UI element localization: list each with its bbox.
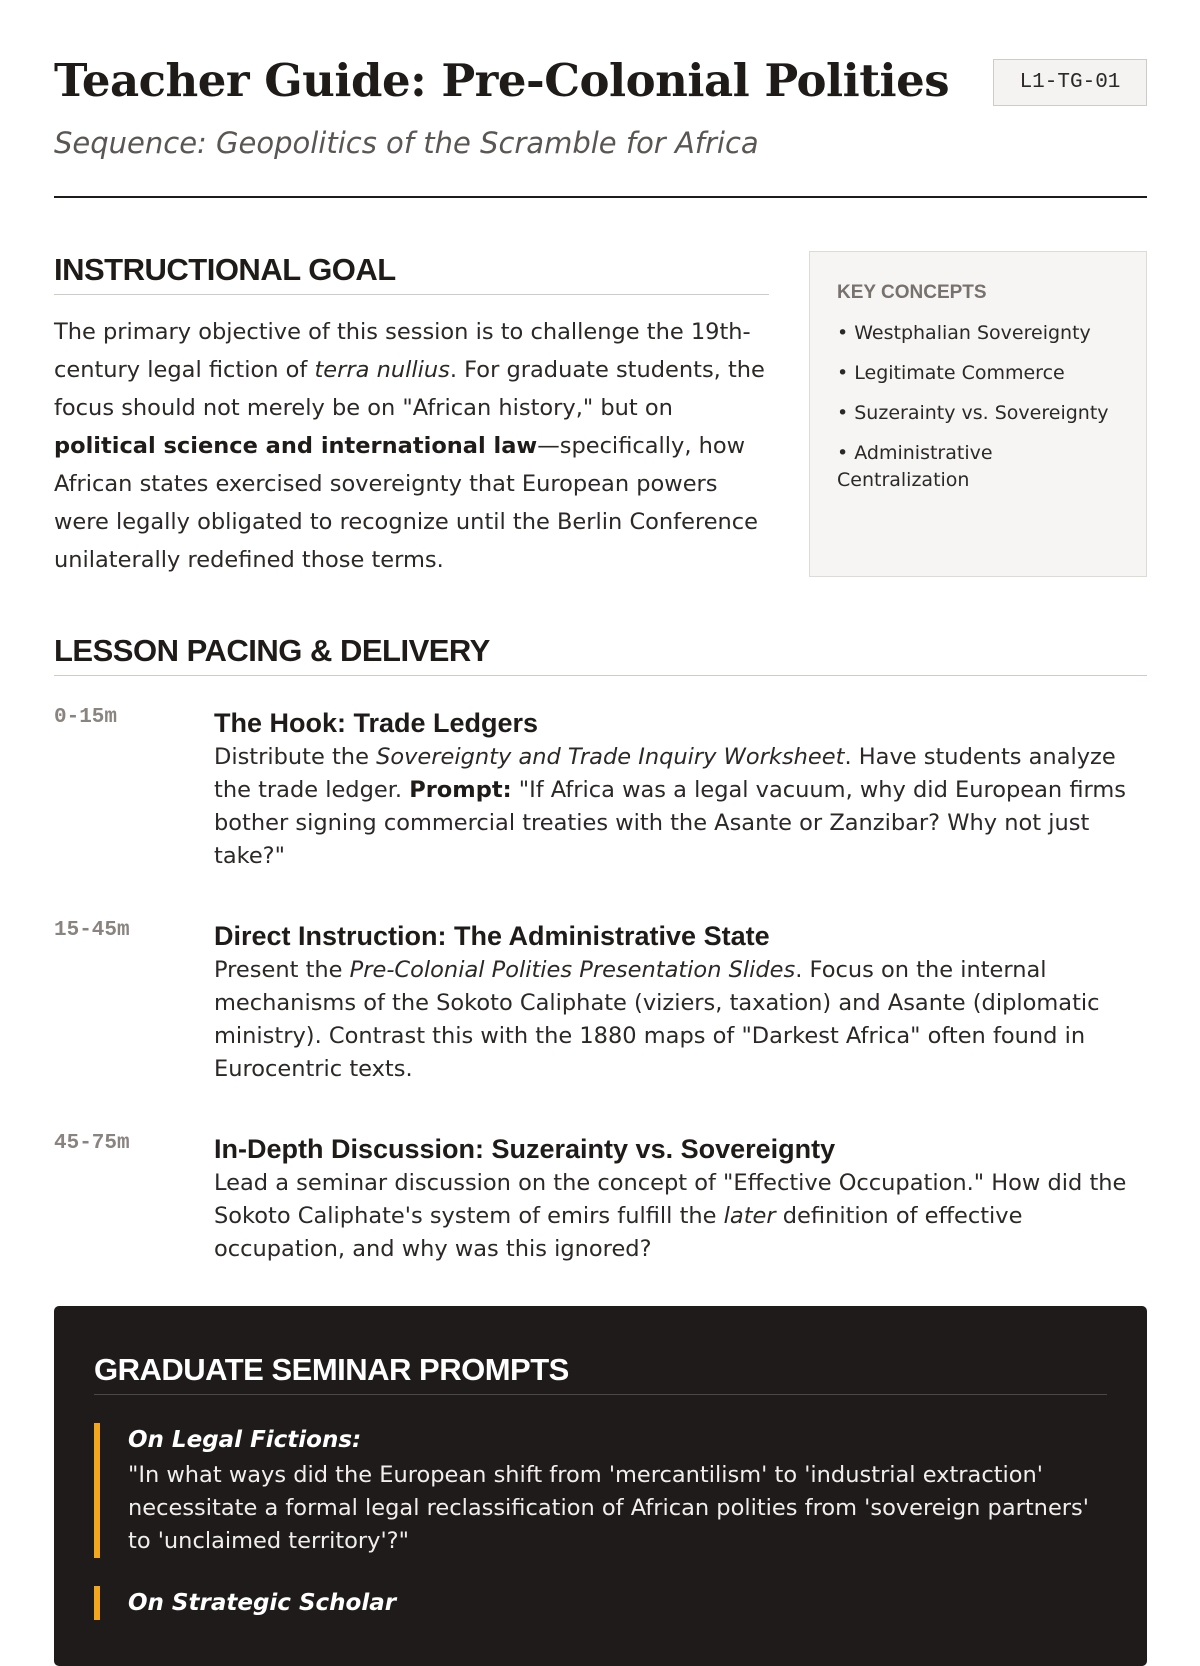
terra-nullius-term: terra nullius [314, 357, 450, 383]
instructional-goal-text [54, 313, 769, 579]
key-concept-item: • Administrative Centralization [837, 442, 993, 491]
goal-text-part: The primary objective of this session is to challenge the 19th-century legal fiction of [54, 319, 751, 383]
pacing-title: In-Depth Discussion: Suzerainty vs. Sovereignty [214, 1134, 836, 1164]
pacing-item-direct-instruction [54, 919, 1147, 1086]
page-title: Teacher Guide: Pre-Colonial Polities [54, 54, 950, 107]
pacing-description [214, 1167, 1147, 1266]
seminar-prompt [94, 1423, 1107, 1558]
worksheet-title: Sovereignty and Trade Inquiry Worksheet [376, 744, 845, 770]
pacing-description [214, 741, 1147, 873]
seminar-prompts-heading: GRADUATE SEMINAR PROMPTS [94, 1352, 1107, 1395]
instructional-goal-heading: INSTRUCTIONAL GOAL [54, 252, 769, 295]
key-concepts-box [809, 251, 1147, 577]
pacing-time: 45-75m [54, 1132, 130, 1155]
document-code-badge: L1-TG-01 [993, 59, 1147, 106]
key-concepts-list [837, 320, 1119, 494]
pacing-title: Direct Instruction: The Administrative State [214, 921, 770, 951]
pacing-desc-part: . Have students analyze the trade ledger. [214, 744, 1116, 803]
pacing-desc-part: Distribute the [214, 744, 377, 770]
teacher-guide-page [54, 0, 1147, 1616]
instructional-goal-section [54, 252, 769, 579]
pacing-desc-part: . Focus on the internal mechanisms of the Sokoto Caliphate (viziers, taxation) and Asante (diplomatic ministry). Contrast this with the 1880 maps of "Darkest Africa" often found in Eurocentric texts. [214, 957, 1100, 1082]
seminar-prompt [94, 1586, 1107, 1620]
pacing-item-discussion [54, 1132, 1147, 1266]
pacing-body [214, 706, 1147, 873]
prompt-label: Prompt: [409, 777, 512, 803]
later-emphasis: later [723, 1203, 776, 1229]
slides-title: Pre-Colonial Polities Presentation Slides [349, 957, 796, 983]
pacing-desc-part: "If Africa was a legal vacuum, why did European firms bother signing commercial treaties with the Asante or Zanzibar? Why not just take?" [214, 777, 1126, 869]
pacing-body [214, 919, 1147, 1086]
pacing-desc-part: Present the [214, 957, 350, 983]
seminar-prompt-text: "In what ways did the European shift from 'mercantilism' to 'industrial extraction' necessitate a formal legal reclassification of African polities from 'sovereign partners' to 'unclaimed territory'?" [128, 1462, 1089, 1554]
pacing-body [214, 1132, 1147, 1266]
key-concept-item: • Suzerainty vs. Sovereignty [837, 402, 1109, 424]
seminar-prompt-label: On Strategic Scholar [128, 1590, 397, 1616]
pacing-description [214, 954, 1147, 1086]
goal-emphasis: political science and international law [54, 433, 538, 459]
pacing-desc-part: definition of effective occupation, and why was this ignored? [214, 1203, 1023, 1262]
sequence-subtitle: Sequence: Geopolitics of the Scramble for Africa [54, 126, 759, 160]
goal-text-part: —specifically, how African states exercised sovereignty that European powers were legally obligated to recognize until the Berlin Conference unilaterally redefined those terms. [54, 433, 759, 573]
key-concepts-heading: KEY CONCEPTS [837, 282, 987, 303]
pacing-time: 15-45m [54, 919, 130, 942]
pacing-desc-part: Lead a seminar discussion on the concept of "Effective Occupation." How did the Sokoto Caliphate's system of emirs fulfill the [214, 1170, 1127, 1229]
lesson-pacing-section [54, 633, 1147, 1266]
key-concept-item: • Legitimate Commerce [837, 362, 1065, 384]
pacing-item-hook [54, 706, 1147, 873]
key-concept-item: • Westphalian Sovereignty [837, 322, 1091, 344]
seminar-prompt-label: On Legal Fictions: [128, 1427, 362, 1453]
document-header [54, 0, 1147, 198]
goal-text-part: . For graduate students, the focus should not merely be on "African history," but on [54, 357, 765, 421]
pacing-title: The Hook: Trade Ledgers [214, 708, 539, 738]
lesson-pacing-heading: LESSON PACING & DELIVERY [54, 633, 1147, 676]
graduate-seminar-panel [54, 1306, 1147, 1666]
pacing-time: 0-15m [54, 706, 118, 729]
